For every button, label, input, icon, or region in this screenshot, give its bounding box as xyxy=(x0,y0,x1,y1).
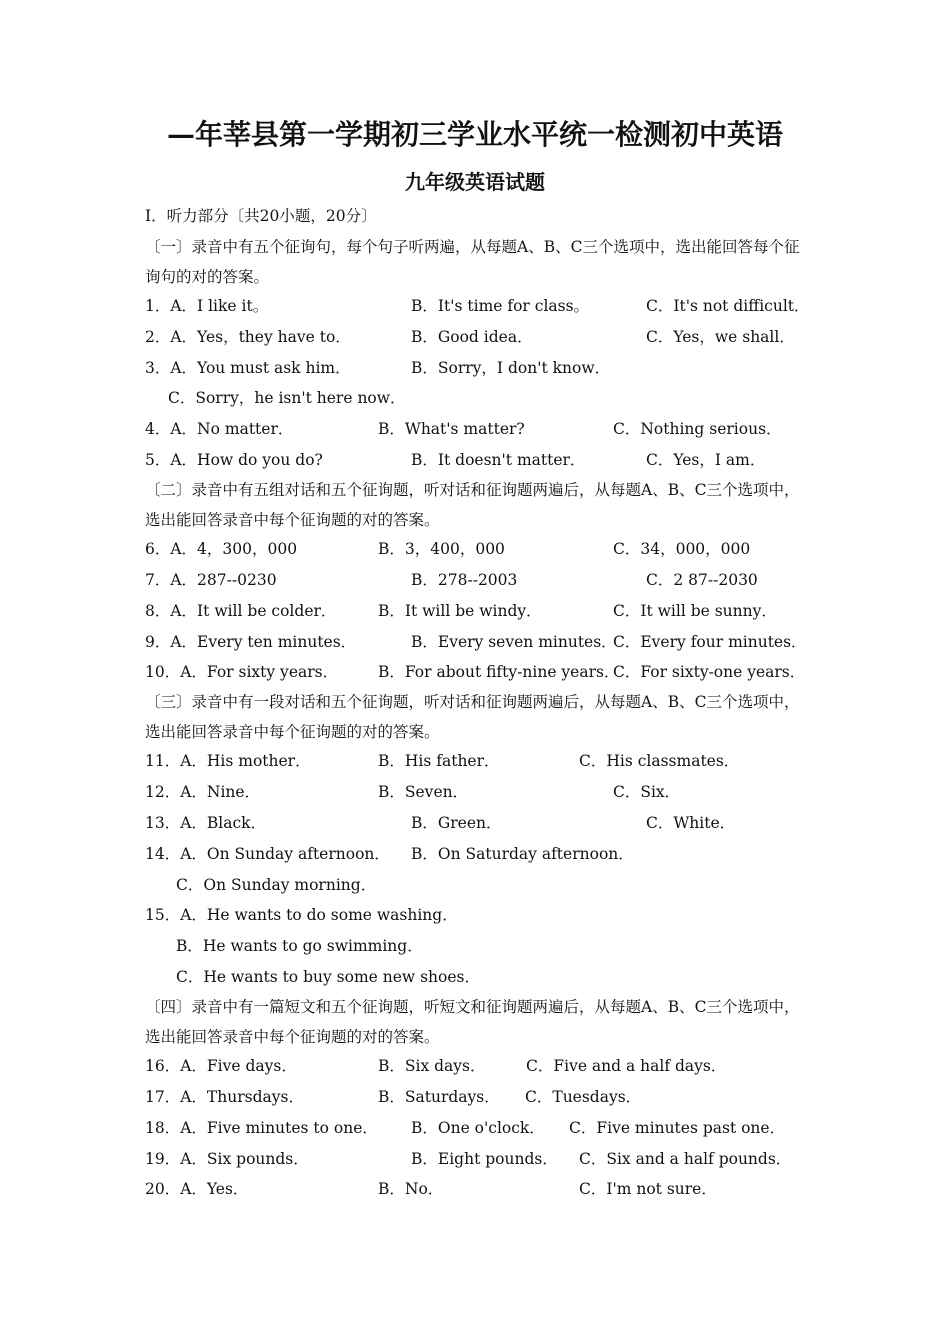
question-2-option-b: B．Good idea． xyxy=(411,328,533,346)
question-10-option-a: 10．A．For sixty years． xyxy=(145,663,339,681)
page-subtitle: 九年级英语试题 xyxy=(405,170,545,194)
question-12-option-b: B．Seven． xyxy=(378,783,469,801)
question-14-option-a: 14．A．On Sunday afternoon． xyxy=(145,845,390,863)
question-17-option-c: C．Tuesdays． xyxy=(525,1088,642,1106)
instruction-part-4: 〔四〕录音中有一篇短文和五个征询题，听短文和征询题两遍后，从每题A、B、C三个选项中，选出能回答录音中每个征询题的对的答案。 xyxy=(145,998,800,1046)
question-10-option-b: B．For about fifty-nine years． xyxy=(378,663,620,681)
question-18-option-b: B．One o'clock． xyxy=(411,1119,545,1137)
page-title: —年莘县第一学期初三学业水平统一检测初中英语 xyxy=(166,118,783,151)
question-4-option-b: B．What's matter? xyxy=(378,420,525,438)
question-1-option-a: 1．A．I like it。 xyxy=(145,297,269,315)
question-12-option-c: C．Six． xyxy=(613,783,681,801)
question-5-option-a: 5．A．How do you do? xyxy=(145,451,323,469)
question-15-option-a: 15．A．He wants to do some washing． xyxy=(145,906,458,924)
question-8-option-c: C．It will be sunny． xyxy=(613,602,777,620)
question-20-option-a: 20．A．Yes． xyxy=(145,1180,249,1198)
question-19-option-c: C．Six and a half pounds． xyxy=(579,1150,792,1168)
question-11-option-c: C．His classmates． xyxy=(579,752,740,770)
instruction-part-1: 〔一〕录音中有五个征询句，每个句子听两遍，从每题A、B、C三个选项中，选出能回答每个征询句的对的答案。 xyxy=(145,238,800,286)
question-5-option-c: C．Yes，I am． xyxy=(646,451,766,469)
question-13-option-c: C．White． xyxy=(646,814,736,832)
question-1-option-b: B．It's time for class。 xyxy=(411,297,590,315)
question-11-option-a: 11．A．His mother． xyxy=(145,752,311,770)
question-1-option-c: C．It's not difficult． xyxy=(646,297,810,315)
question-13-option-b: B．Green． xyxy=(411,814,502,832)
question-14-option-c: C．On Sunday morning． xyxy=(176,876,377,894)
question-19-option-b: B．Eight pounds． xyxy=(411,1150,558,1168)
question-9-option-b: B．Every seven minutes． xyxy=(411,633,617,651)
instruction-part-3: 〔三〕录音中有一段对话和五个征询题，听对话和征询题两遍后，从每题A、B、C三个选项中，选出能回答录音中每个征询题的对的答案。 xyxy=(145,693,800,741)
question-17-option-b: B．Saturdays． xyxy=(378,1088,500,1106)
question-17-option-a: 17．A．Thursdays． xyxy=(145,1088,304,1106)
question-4-option-a: 4．A．No matter． xyxy=(145,420,294,438)
question-19-option-a: 19．A．Six pounds． xyxy=(145,1150,309,1168)
question-16-option-c: C．Five and a half days． xyxy=(526,1057,727,1075)
question-20-option-c: C．I'm not sure． xyxy=(579,1180,717,1198)
question-5-option-b: B．It doesn't matter． xyxy=(411,451,586,469)
question-7-option-c: C．2 87--2030 xyxy=(646,571,758,589)
question-6-option-a: 6．A．4，300，000 xyxy=(145,540,298,558)
question-6-option-b: B．3，400，000 xyxy=(378,540,505,558)
question-8-option-b: B．It will be windy． xyxy=(378,602,542,620)
question-7-option-a: 7．A．287--0230 xyxy=(145,571,277,589)
question-9-option-a: 9．A．Every ten minutes． xyxy=(145,633,357,651)
question-8-option-a: 8．A．It will be colder． xyxy=(145,602,337,620)
question-15-option-b: B．He wants to go swimming． xyxy=(176,937,423,955)
question-13-option-a: 13．A．Black． xyxy=(145,814,267,832)
question-2-option-c: C．Yes，we shall． xyxy=(646,328,795,346)
question-10-option-c: C．For sixty-one years． xyxy=(613,663,806,681)
question-3-option-c: C．Sorry，he isn't here now． xyxy=(168,389,406,407)
instruction-part-2: 〔二〕录音中有五组对话和五个征询题，听对话和征询题两遍后，从每题A、B、C三个选项中，选出能回答录音中每个征询题的对的答案。 xyxy=(145,481,800,529)
question-3-option-a: 3．A．You must ask him． xyxy=(145,359,351,377)
question-4-option-c: C．Nothing serious． xyxy=(613,420,782,438)
question-18-option-c: C．Five minutes past one． xyxy=(569,1119,786,1137)
question-18-option-a: 18．A．Five minutes to one． xyxy=(145,1119,378,1137)
question-2-option-a: 2．A．Yes，they have to． xyxy=(145,328,351,346)
question-7-option-b: B．278--2003 xyxy=(411,571,518,589)
question-9-option-c: C．Every four minutes． xyxy=(613,633,807,651)
question-6-option-c: C．34，000，000 xyxy=(613,540,751,558)
question-3-option-b: B．Sorry，I don't know． xyxy=(411,359,611,377)
question-11-option-b: B．His father． xyxy=(378,752,500,770)
question-14-option-b: B．On Saturday afternoon． xyxy=(411,845,634,863)
question-12-option-a: 12．A．Nine． xyxy=(145,783,261,801)
question-16-option-a: 16．A．Five days． xyxy=(145,1057,297,1075)
question-16-option-b: B．Six days． xyxy=(378,1057,486,1075)
section-heading: Ⅰ．听力部分〔共20小题，20分〕 xyxy=(145,207,377,225)
question-20-option-b: B．No． xyxy=(378,1180,444,1198)
question-15-option-c: C．He wants to buy some new shoes． xyxy=(176,968,480,986)
